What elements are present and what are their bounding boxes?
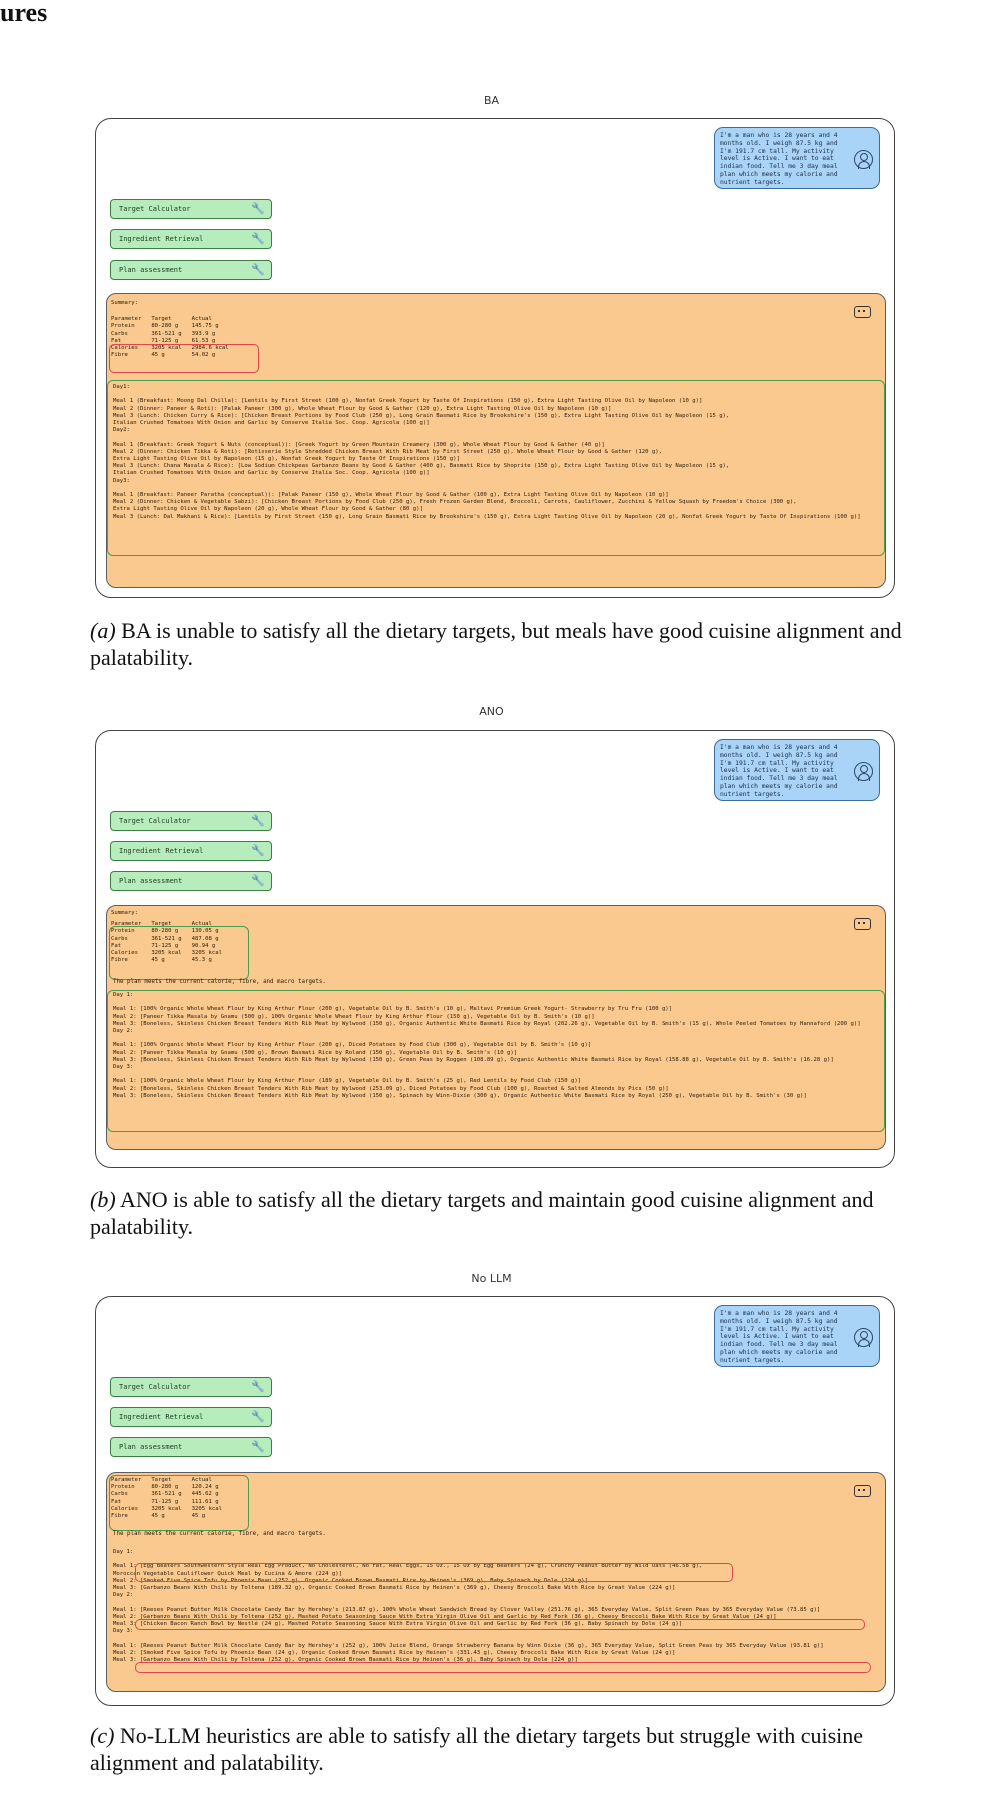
panel-no-llm [95, 1296, 895, 1706]
panel-title-ba: BA [483, 94, 500, 107]
wrench-icon: 🔧 [251, 263, 265, 276]
summary-table: Parameter Target Actual Protein 80-280 g 130.05 g Carbs 361-521 g 487.08 g Fat 71-125 g 90.94 g Calories 3205 kcal 3205 kcal Fibre 45 g 45.3 g [111, 921, 222, 964]
assistant-output [106, 293, 886, 588]
caption-c: (c) No-LLM heuristics are able to satisfy all the dietary targets but struggle with cuisine alignment and palatability. [90, 1723, 864, 1775]
robot-icon [854, 1485, 871, 1497]
wrench-icon: 🔧 [251, 1410, 265, 1423]
panel-ba [95, 118, 895, 598]
user-icon [854, 150, 873, 169]
user-message-text: I'm a man who is 28 years and 4 months old. I weigh 87.5 kg and I'm 191.7 cm tall. My activity level is Active. I want to eat indian food. Tell me 3 day meal plan which meets my calorie and nutrient targets. [720, 132, 838, 186]
page-heading: ures [0, 0, 48, 27]
robot-icon [854, 918, 871, 930]
user-icon [854, 1328, 873, 1347]
tool-label: Ingredient Retrieval [119, 847, 204, 855]
user-icon [854, 762, 873, 781]
tool-target-calculator[interactable] [110, 811, 272, 831]
panel-title-ano: ANO [479, 705, 504, 718]
summary-label: Summary: [111, 300, 138, 306]
tool-label: Plan assessment [119, 877, 183, 885]
assistant-output [106, 1472, 886, 1692]
highlight-unmet-targets [109, 344, 259, 373]
highlight-bad-meal-3 [135, 1662, 871, 1673]
meal-plan: Day1: Meal 1 (Breakfast: Moong Dal Chilla): [Lentils by First Street (100 g), Nonfat Greek Yogurt by Taste Of Inspirations (150 g), Extra Light Tasting Olive Oil by Napoleon (10 g)] Meal 2 (Dinner: Paneer & Roti): [Palak Paneer (300 g), Whole Wheat Flour by Good & Gather (120 g), Extra Light Tasting Olive Oil by Napoleon (10 g)] Meal 3 (Lunch: Chicken Curry & Rice): [Chicken Breast Portions by Food Club (250 g), Long Grain Basmati Rice by Brookshire's (150 g), Extra Light Tasting Olive Oil by Napoleon (15 g), Italian Crushed Tomatoes With Onion and Garlic by Conserve Italia Soc. Coop. Agricola (100 g)] Day2: Meal 1 (Breakfast: Greek Yogurt & Nuts (conceptual)): [Greek Yogurt by Green Mountain Creamery (300 g), Whole Wheat Flour by Good & Gather (40 g)] Meal 2 (Dinner: Chicken Tikka & Roti): [Rotisserie Style Shredded Chicken Breast With Rib Meat by First Street (250 g), Whole Wheat Flour by Good & Gather (120 g), Extra Light Tasting Olive Oil by Napoleon (15 g), Nonfat Greek Yogurt by Taste Of Inspirations (150 g)] Meal 3 (Lunch: Chana Masala & Rice): [Low Sodium Chickpeas Garbanzo Beans by Good & Gather (400 g), Basmati Rice by Shoprite (150 g), Extra Light Tasting Olive Oil by Napoleon (15 g), Italian Crushed Tomatoes With Onion and Garlic by Conserve Italia Soc. Coop. Agricola (100 g)] Day3: Meal 1 (Breakfast: Paneer Paratha (conceptual)): [Palak Paneer (150 g), Whole Wheat Flour by Good & Gather (100 g), Extra Light Tasting Olive Oil by Napoleon (10 g)] Meal 2 (Dinner: Chicken & Vegetable Sabzi): [Chicken Breast Portions by Food Club (250 g), Fresh Frozen Garden Blend, Broccoli, Carrots, Cauliflower, Zucchini & Yellow Squash by Freedom's Choice (300 g), Extra Light Tasting Olive Oil by Napoleon (20 g), Whole Wheat Flour by Good & Gather (80 g)] Meal 3 (Lunch: Dal Makhani & Rice): [Lentils by First Street (150 g), Long Grain Basmati Rice by Brookshire's (150 g), Extra Light Tasting Olive Oil by Napoleon (20 g), Nonfat Greek Yogurt by Taste Of Inspirations (100 g)] [113, 384, 861, 520]
robot-icon [854, 306, 871, 318]
user-message-text: I'm a man who is 28 years and 4 months old. I weigh 87.5 kg and I'm 191.7 cm tall. My activity level is Active. I want to eat indian food. Tell me 3 day meal plan which meets my calorie and nutrient targets. [720, 744, 838, 798]
tool-ingredient-retrieval[interactable] [110, 1407, 272, 1427]
user-message-text: I'm a man who is 28 years and 4 months old. I weigh 87.5 kg and I'm 191.7 cm tall. My activity level is Active. I want to eat indian food. Tell me 3 day meal plan which meets my calorie and nutrient targets. [720, 1310, 838, 1364]
tool-label: Target Calculator [119, 205, 191, 213]
wrench-icon: 🔧 [251, 232, 265, 245]
tool-label: Plan assessment [119, 266, 183, 274]
tool-label: Ingredient Retrieval [119, 235, 204, 243]
summary-label: Summary: [111, 910, 138, 916]
wrench-icon: 🔧 [251, 814, 265, 827]
wrench-icon: 🔧 [251, 874, 265, 887]
summary-note: The plan meets the current calorie, fibre, and macro targets. [113, 1531, 326, 1537]
panel-ano [95, 730, 895, 1168]
wrench-icon: 🔧 [251, 202, 265, 215]
user-message [714, 127, 880, 189]
meal-plan: Day 1: Meal 1: [Egg Beaters Southwestern Style Real Egg Product, No Cholesterol, No Fat, Real Eggs, 15 Oz., 15 Oz by Egg Beaters (24 g), Crunchy Peanut Butter by Wild Oats (46.58 g), Moroccan Vegetable Cauliflower Quick Meal by Cucina & Amore (224 g)] Meal 2: [Smoked Five Spice Tofu by Phoenix Bean (252 g), Organic Cooked Brown Basmati Rice by Heinen's (369 g), Baby Spinach by Dole (224 g)] Meal 3: [Garbanzo Beans With Chili by Toltena (189.32 g), Organic Cooked Brown Basmati Rice by Heinen's (369 g), Cheesy Broccoli Bake With Rice by Great Value (224 g)] Day 2: Meal 1: [Reeses Peanut Butter Milk Chocolate Candy Bar by Hershey's (213.87 g), 100% Whole Wheat Sandwich Bread by Clover Valley (251.76 g), 365 Everyday Value, Split Green Peas by 365 Everyday Value (73.85 g)] Meal 2: [Garbanzo Beans With Chili by Toltena (252 g), Mashed Potato Seasoning Sauce With Extra Virgin Olive Oil and Garlic by Red Fork (36 g), Cheesy Broccoli Bake With Rice by Great Value (24 g)] Meal 3: [Chicken Bacon Ranch Bowl by Nestlé (24 g), Mashed Potato Seasoning Sauce With Extra Virgin Olive Oil and Garlic by Red Fork (36 g), Baby Spinach by Dole (24 g)] Day 3: Meal 1: [Reeses Peanut Butter Milk Chocolate Candy Bar by Hershey's (252 g), 100% Juice Blend, Orange Strawberry Banana by Winn Dixie (36 g), 365 Everyday Value, Split Green Peas by 365 Everyday Value (93.81 g)] Meal 2: [Smoked Five Spice Tofu by Phoenix Bean (24 g), Organic Cooked Brown Basmati Rice by Heinen's (331.43 g), Cheesy Broccoli Bake With Rice by Great Value (24 g)] Meal 3: [Garbanzo Beans With Chili by Toltena (252 g), Organic Cooked Brown Basmati Rice by Heinen's (36 g), Baby Spinach by Dole (224 g)] [113, 1549, 824, 1664]
wrench-icon: 🔧 [251, 1380, 265, 1393]
highlight-met-targets [109, 926, 249, 980]
tool-ingredient-retrieval[interactable] [110, 229, 272, 249]
summary-table: Parameter Target Actual Protein 80-280 g 120.24 g Carbs 361-521 g 445.62 g Fat 71-125 g 111.61 g Calories 3205 kcal 3205 kcal Fibre 45 g 45 g [111, 1477, 222, 1520]
tool-plan-assessment[interactable] [110, 1437, 272, 1457]
tool-label: Target Calculator [119, 1383, 191, 1391]
wrench-icon: 🔧 [251, 844, 265, 857]
tool-label: Target Calculator [119, 817, 191, 825]
panel-title-no-llm: No LLM [471, 1272, 512, 1285]
summary-table: Parameter Target Actual Protein 80-280 g 145.75 g Carbs 361-521 g 393.9 g Fat 71-125 g 61.53 g Calories 3205 kcal 2984.6 kcal Fibre 45 g 54.02 g [111, 316, 229, 359]
assistant-output [106, 905, 886, 1150]
caption-b: (b) ANO is able to satisfy all the dietary targets and maintain good cuisine alignment and palatability. [90, 1187, 874, 1239]
tool-ingredient-retrieval[interactable] [110, 841, 272, 861]
tool-plan-assessment[interactable] [110, 871, 272, 891]
tool-label: Ingredient Retrieval [119, 1413, 204, 1421]
highlight-met-targets [109, 1475, 249, 1531]
summary-note: The plan meets the current calorie, fibre, and macro targets. [113, 979, 326, 985]
wrench-icon: 🔧 [251, 1440, 265, 1453]
tool-target-calculator[interactable] [110, 1377, 272, 1397]
highlight-bad-meal-2 [135, 1619, 865, 1630]
user-message [714, 1305, 880, 1367]
tool-label: Plan assessment [119, 1443, 183, 1451]
tool-target-calculator[interactable] [110, 199, 272, 219]
caption-a: (a) BA is unable to satisfy all the dietary targets, but meals have good cuisine alignment and palatability. [90, 618, 902, 670]
meal-plan: Day 1: Meal 1: [100% Organic Whole Wheat Flour by King Arthur Flour (200 g), Vegetable Oil by B. Smith's (10 g), Maltavi Premium Greek Yogurt- Strawberry by Tru Fru (100 g)] Meal 2: [Paneer Tikka Masala by Gnamu (500 g), 100% Organic Whole Wheat Flour by King Arthur Flour (150 g), Vegetable Oil by B. Smith's (10 g)] Meal 3: [Boneless, Skinless Chicken Breast Tenders With Rib Meat by Wylwood (150 g), Organic Authentic White Basmati Rice by Royal (202.26 g), Vegetable Oil by B. Smith's (15 g), Whole Peeled Tomatoes by Hannaford (200 g)] Day 2: Meal 1: [100% Organic Whole Wheat Flour by King Arthur Flour (200 g), Diced Potatoes by Food Club (300 g), Vegetable Oil by B. Smith's (10 g)] Meal 2: [Paneer Tikka Masala by Gnamu (500 g), Brown Basmati Rice by Roland (150 g), Vegetable Oil by B. Smith's (10 g)] Meal 3: [Boneless, Skinless Chicken Breast Tenders With Rib Meat by Wylwood (150 g), Green Peas by Roggen (108.89 g), Organic Authentic White Basmati Rice by Royal (158.88 g), Vegetable Oil by B. Smith's (16.28 g)] Day 3: Meal 1: [100% Organic Whole Wheat Flour by King Arthur Flour (189 g), Vegetable Oil by B. Smith's (25 g), Red Lentils by Food Club (150 g)] Meal 2: [Boneless, Skinless Chicken Breast Tenders With Rib Meat by Wylwood (253.09 g), Diced Potatoes by Food Club (100 g), Roasted & Salted Almonds by Pics (50 g)] Meal 3: [Boneless, Skinless Chicken Breast Tenders With Rib Meat by Wylwood (150 g), Spinach by Winn-Dixie (300 g), Organic Authentic White Basmati Rice by Royal (250 g), Vegetable Oil by B. Smith's (30 g)] [113, 992, 861, 1099]
user-message [714, 739, 880, 801]
highlight-bad-meal-1 [135, 1563, 733, 1582]
tool-plan-assessment[interactable] [110, 260, 272, 280]
